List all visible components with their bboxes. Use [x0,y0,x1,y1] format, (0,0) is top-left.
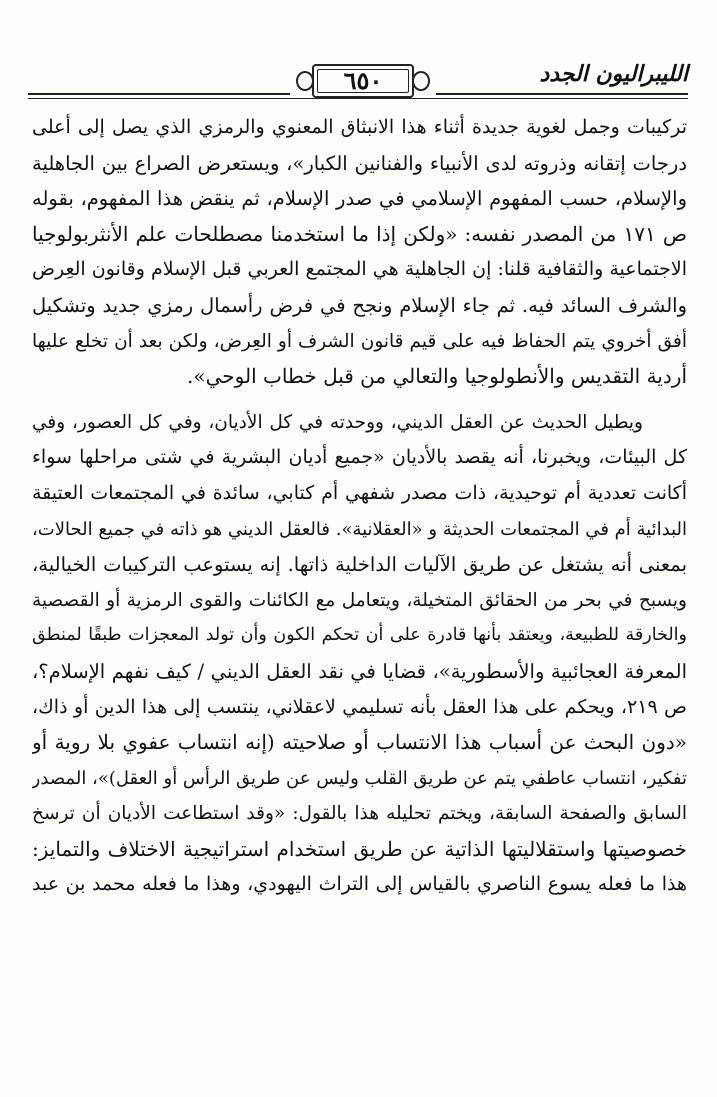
text-line: ويطيل الحديث عن العقل الديني، ووحدته في كل الأديان، وفي كل العصور، وفي [32,411,643,433]
page-number-ornament [290,64,436,98]
text-line: أكانت تعددية أم توحيدية، ذات مصدر شفهي أم كتابي، سائدة في المجتمعات العتيقة [32,481,687,504]
text-line: هذا ما فعله يسوع الناصري بالقياس إلى التراث اليهودي، وهذا ما فعله محمد بن عبد [32,873,687,896]
text-line: والخارقة للطبيعة، ويعتقد بأنها قادرة على أن تحكم الكون وأن تولد المعجزات طبقًا لمنطق [32,625,687,646]
page-header [28,60,688,104]
page-body [32,110,687,903]
ornament-cap-right [412,71,430,91]
running-title: الليبراليون الجدد [533,60,688,88]
text-line: أردية التقديس والأنطولوجيا والتعالي من قبل خطاب الوحي». [187,364,687,389]
text-line: البدائية أم في المجتمعات الحديثة و «العقلانية». فالعقل الديني هو ذاته في جميع الحالات، [32,518,687,540]
text-line: تفكير، انتساب عاطفي يتم عن طريق القلب وليس عن طريق الرأس أو العقل)»، المصدر [32,767,687,789]
text-line: أفق أخروي يتم الحفاظ فيه على قيم قانون الشرف أو العِرض، ولكن بعد أن تخلع عليها [32,330,687,352]
text-line: ص ٢١٩، ويحكم على هذا العقل بأنه تسليمي لاعقلاني، ينتسب إلى هذا الدين أو ذاك، [32,695,687,718]
header-rule-thin [28,98,688,99]
text-line: والشرف السائد فيه. ثم جاء الإسلام ونجح في فرض رأسمال رمزي جديد وتشكيل [32,293,687,317]
text-line: المعرفة العجائبية والأسطورية»، قضايا في نقد العقل الديني / كيف نفهم الإسلام؟، [32,659,687,683]
text-line: بمعنى أنه يشتغل عن طريق الآليات الداخلية ذاتها. إنه يستوعب التركيبات الخيالية، [32,553,687,577]
text-line: درجات إتقانه وذروته لدى الأنبياء والفنانين الكبار»، ويستعرض الصراع بين الجاهلية [32,151,687,175]
text-line: الاجتماعية والثقافية قلنا: إن الجاهلية هي المجتمع العربي قبل الإسلام وقانون العِرض [32,258,687,281]
text-line: والإسلام، حسب المفهوم الإسلامي في صدر الإسلام، ثم ينقض هذا المفهوم، بقوله [32,187,687,211]
paragraph [32,110,687,395]
text-line: خصوصيتها واستقلاليتها الذاتية عن طريق استخدام استراتيجية الاختلاف والتمايز: [32,836,687,861]
text-line: السابق والصفحة السابقة، ويختم تحليله هذا بالقول: «وقد استطاعت الأديان أن ترسخ [32,803,687,825]
paragraph [32,405,687,903]
text-line: ويسبح في بحر من الحقائق المتخيلة، ويتعامل مع الكائنات والقوى الرمزية أو القصصية [32,589,687,611]
paragraph-gap [32,395,687,405]
text-line: تركيبات وجمل لغوية جديدة أثناء هذا الانبثاق المعنوي والرمزي الذي يصل إلى أعلى [32,116,687,138]
text-line: ص ١٧١ من المصدر نفسه: «ولكن إذا ما استخدمنا مصطلحات علم الأنثربولوجيا [32,221,687,246]
page-number: ٦٥٠ [343,66,383,95]
text-line: «دون البحث عن أسباب هذا الانتساب أو صلاحيته (إنه انتساب عفوي بلا روية أو [32,730,687,755]
text-line: كل البيئات، ويخبرنا، أنه يقصد بالأديان «جميع أديان البشرية في شتى مراحلها سواء [32,446,687,469]
